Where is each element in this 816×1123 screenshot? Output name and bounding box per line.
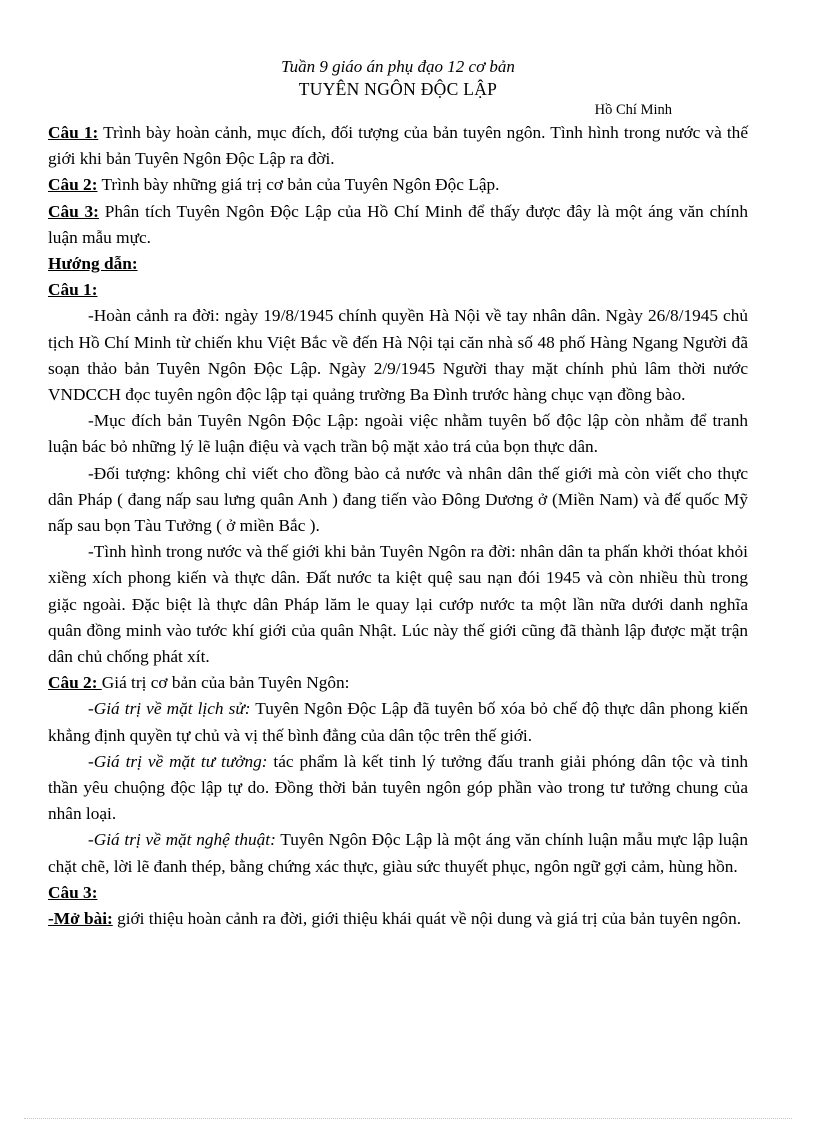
answer-2-item-text: tác phẩm là kết tinh lý tưởng đấu tranh giải phóng dân tộc và tinh thần yêu chuộng độc lập tự do. Đồng thời bản tuyên ngôn góp phần vào trong tư tưởng chung của nhân loại.: [48, 751, 748, 824]
answer-1-paragraph: -Tình hình trong nước và thế giới khi bản Tuyên Ngôn ra đời: nhân dân ta phấn khởi thóat khỏi xiềng xích phong kiến và thực dân. Đất nước ta kiệt quệ sau nạn đói 1945 và còn nhiều thù trong giặc ngoài. Đặc biệt là thực dân Pháp lăm le quay lại cướp nước ta một lần nữa dưới danh nghĩa quân đồng minh vào tước khí giới của quân Nhật. Lúc này thế giới cũng đã thành lập được mặt trận dân chủ chống phát xít.: [48, 542, 748, 667]
document-page: [48, 56, 748, 932]
question-1: [48, 120, 748, 172]
answer-2-item: [48, 696, 748, 748]
question-2-label: Câu 2:: [48, 175, 98, 195]
question-2-text: Trình bày những giá trị cơ bản của Tuyên Ngôn Độc Lập.: [97, 175, 500, 195]
answer-2-heading: [48, 670, 748, 696]
guide-heading: [48, 251, 748, 277]
answer-2-label: Câu 2:: [48, 673, 102, 693]
answer-3-heading: [48, 880, 748, 906]
answer-2-item: [48, 749, 748, 828]
answer-2-item-text: Tuyên Ngôn Độc Lập đã tuyên bố xóa bỏ chế độ thực dân phong kiến khẳng định quyền tự chủ và vị thế bình đẳng của dân tộc trên thế giới.: [48, 699, 748, 745]
answer-2-intro: Giá trị cơ bản của bản Tuyên Ngôn:: [101, 673, 350, 693]
question-3-text: Phân tích Tuyên Ngôn Độc Lập của Hồ Chí Minh để thấy được đây là một áng văn chính luận mẫu mực.: [48, 201, 748, 247]
answer-3-mobai-label: -Mở bài:: [48, 909, 113, 929]
answer-1-paragraph: -Hoàn cảnh ra đời: ngày 19/8/1945 chính quyền Hà Nội về tay nhân dân. Ngày 26/8/1945 chủ tịch Hồ Chí Minh từ chiến khu Việt Bắc về đến Hà Nội tại căn nhà số 48 phố Hàng Ngang Người đã soạn thảo bản Tuyên Ngôn Độc Lập. Ngày 2/9/1945 Người thay mặt chính phủ lâm thời nước VNDCCH đọc tuyên ngôn độc lập tại quảng trường Ba Đình trước hàng chục vạn đồng bào.: [48, 306, 748, 405]
document-title: TUYÊN NGÔN ĐỘC LẬP: [298, 79, 498, 99]
answer-3-mobai: [48, 906, 748, 932]
document-subtitle: Tuần 9 giáo án phụ đạo 12 cơ bản: [281, 57, 515, 76]
question-3-label: Câu 3:: [48, 201, 99, 221]
answer-2-item-term: -Giá trị về mặt lịch sử:: [88, 699, 251, 719]
answer-1-heading: [48, 277, 748, 303]
answer-3-mobai-text: giới thiệu hoàn cảnh ra đời, giới thiệu khái quát về nội dung và giá trị của bản tuyên ngôn.: [112, 909, 742, 929]
answer-2-item-text: Tuyên Ngôn Độc Lập là một áng văn chính luận mẫu mực lập luận chặt chẽ, lời lẽ đanh thép, bằng chứng xác thực, giàu sức thuyết phục, ngôn ngữ gợi cảm, hùng hồn.: [48, 830, 748, 876]
document-author: Hồ Chí Minh: [594, 102, 672, 118]
question-1-label: Câu 1:: [48, 123, 99, 142]
question-3: [48, 199, 748, 251]
answer-2-item-term: -Giá trị về mặt tư tưởng:: [88, 751, 268, 771]
question-2: [48, 172, 748, 198]
page-bottom-divider: [24, 1118, 792, 1119]
guide-heading-text: Hướng dẫn:: [48, 254, 138, 274]
answer-3-label: Câu 3:: [48, 882, 98, 902]
answer-1-paragraph: -Đối tượng: không chỉ viết cho đồng bào cả nước và nhân dân thế giới mà còn viết cho thực dân Pháp ( đang nấp sau lưng quân Anh ) đang tiến vào Đông Dương ở (Miền Nam) và đế quốc Mỹ nấp sau bọn Tàu Tưởng ( ở miền Bắc ).: [48, 463, 748, 536]
answer-2-item-term: -Giá trị về mặt nghệ thuật:: [88, 830, 276, 850]
question-1-text: Trình bày hoàn cảnh, mục đích, đối tượng của bản tuyên ngôn. Tình hình trong nước và thế giới khi bản Tuyên Ngôn Độc Lập ra đời.: [48, 123, 748, 169]
answer-1-label: Câu 1:: [48, 280, 98, 300]
answer-1-paragraph: -Mục đích bản Tuyên Ngôn Độc Lập: ngoài việc nhằm tuyên bố độc lập còn nhằm để tranh luận bác bỏ những lý lẽ luận điệu và vạch trần bộ mặt xảo trá của bọn thực dân.: [48, 411, 748, 457]
answer-2-item: [48, 827, 748, 879]
